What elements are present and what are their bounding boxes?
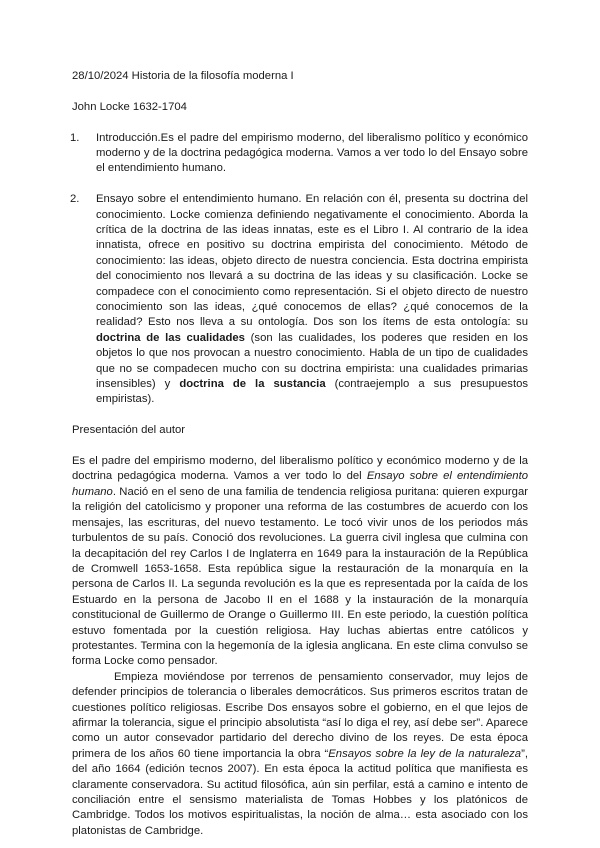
paragraph [72, 670, 528, 839]
paragraph-text: Es el padre del empirismo moderno, del liberalismo político y económico moderno y de la doctrina pedagógica moderna. Vamos a ver todo lo del [72, 455, 528, 483]
paragraph [72, 454, 528, 670]
author-line: John Locke 1632-1704 [72, 100, 187, 113]
bold-term: doctrina de las cualidades [96, 331, 245, 344]
list-item-text: Ensayo sobre el entendimiento humano. En relación con él, presenta su doctrina del conocimiento. Locke comienza definiendo negativamente el conocimiento. Aborda la crítica de la doctrina de las ideas innatas, este es el Libro I. Al contrario de la idea innatista, ofrece en positivo su doctrina empirista del conocimiento. Método de conocimiento: las ideas, objeto directo de nuestra conciencia. Esta doctrina empirista del conocimiento nos llevará a su doctrina de las ideas y su clasificación. Locke se compadece con el conocimiento como representación. Si el objeto directo de nuestro conocimiento son las ideas, ¿qué conocemos de ellas? ¿qué conocemos de la realidad? Esto nos lleva a su ontología. Dos son los ítems de esta ontología: su [96, 193, 528, 329]
list-item [70, 192, 529, 408]
paragraph-text: ”, del año 1664 (edición tecnos 2007). En esta época la actitud política que manifiesta es claramente conservadora. Su actitud filosófica, aún sin perfilar, está a camino e intento de conciliación entre el sensismo materialista de Tomas Hobbes y los platónicos de Cambridge. Todos los motivos espiritualistas, la noción de alma… esta asociado con los platonistas de Cambridge. [72, 747, 528, 837]
numbered-list [72, 131, 528, 408]
italic-title: Ensayo sobre el entendimiento humano [72, 470, 528, 498]
paragraph-text: . Nació en el seno de una familia de tendencia religiosa puritana: quieren expurgar la religión del catolicismo y proponer una reforma de las costumbres de acuerdo con los mensajes, las escrituras, del nuevo testamento. Le tocó vivir unos de los periodos más turbulentos de su país. Conoció dos revoluciones. La guerra civil inglesa que culmina con la decapitación del rey Carlos I de Inglaterra en 1649 para la instauración de la República de Cromwell 1653-1658. Esta república sigue la restauración de la monarquía en la persona de Carlos II. La segunda revolución es la que es representada por la caída de los Estuardo en la persona de Jacobo II en el 1688 y la instauración de la monarquía constitucional de Guillermo de Orange o Guillermo III. En este periodo, la cuestión política estuvo fomentada por la cuestión religiosa. Hay luchas abiertas entre católicos y protestantes. Termina con la hegemonía de la iglesia anglicana. En este clima convulso se forma Locke como pensador. [72, 485, 528, 668]
date-title: 28/10/2024 Historia de la filosofía moderna I [72, 70, 294, 82]
bold-term: doctrina de la sustancia [179, 378, 326, 391]
list-item-text: (son las cualidades, los poderes que residen en los objetos lo que nos provocan a nuestro conocimiento. Habla de un tipo de cualidades que no se compadecen mucho con su doctrina empirista: una cualidades primarias insensibles) y [96, 331, 528, 391]
italic-title: Ensayos sobre la ley de la naturaleza [328, 747, 522, 760]
section-title: Presentación del autor [72, 424, 186, 437]
list-item-text: Introducción.Es el padre del empirismo moderno, del liberalismo político y económico moderno y de la doctrina pedagógica moderna. Vamos a ver todo lo del Ensayo sobre el entendimiento humano. [96, 131, 528, 175]
paragraph-text: Empieza moviéndose por terrenos de pensamiento conservador, muy lejos de defender principios de tolerancia o liberales democráticos. Sus primeros escritos tratan de cuestiones político religiosas. Escribe Dos ensayos sobre el gobierno, en el que lejos de afirmar la tolerancia, sigue el principio absolutista “así lo diga el rey, así debe ser”. Aparece como un autor consevador partidario del derecho divino de los reyes. De esta época primera de los años 60 tiene importancia la obra “ [72, 670, 528, 760]
list-item-text: (contraejemplo a sus presupuestos empiristas). [96, 378, 529, 406]
list-item [70, 131, 528, 177]
list-number: 1. [70, 131, 80, 144]
list-number: 2. [70, 193, 80, 206]
